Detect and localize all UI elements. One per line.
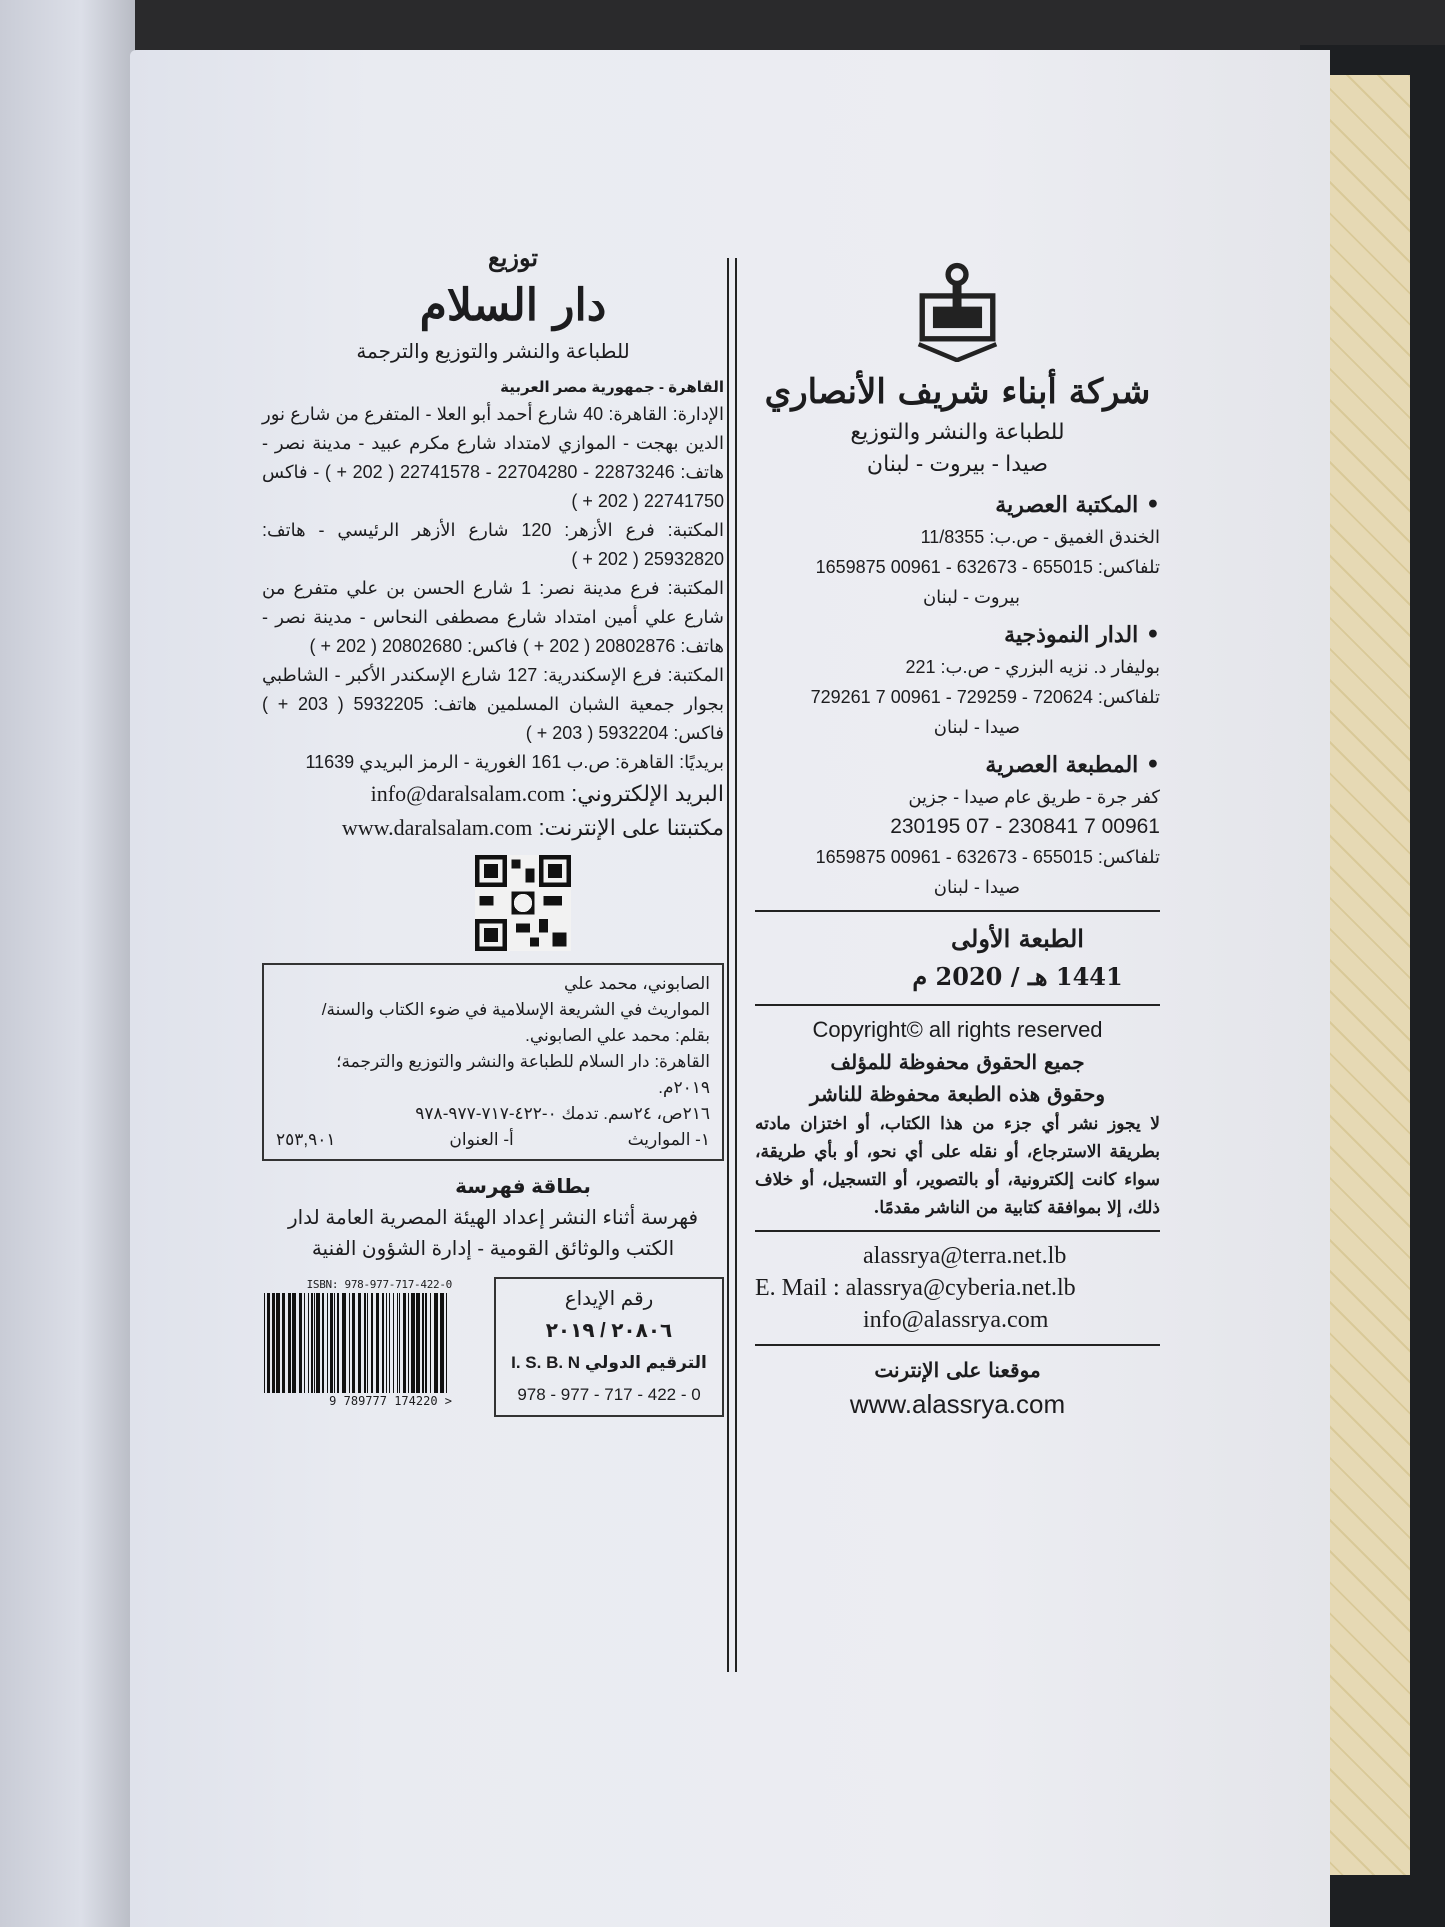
barcode-bar — [386, 1293, 387, 1393]
card-text: فهرسة أثناء النشر إعداد الهيئة المصرية العامة لدار الكتب والوثائق القومية - إدارة الشؤون الفنية — [287, 1207, 699, 1260]
barcode-bar — [389, 1293, 390, 1393]
rights-text: لا يجوز نشر أي جزء من هذا الكتاب، أو اختزان مادته بطريقة الاسترجاع، أو نقله على أي نحو، أو بأي طريقة، سواء كانت إلكترونية، أو بالتصوير، أو التسجيل، أو خلاف ذلك، إلا بموافقة كتابية من الناشر مقدمًا. — [755, 1114, 1160, 1218]
barcode-bar — [352, 1293, 355, 1393]
catalog-subject: ١- المواريث — [627, 1130, 710, 1149]
barcode-block — [262, 1277, 452, 1409]
barcode-bar — [403, 1293, 406, 1393]
address-alexandria-branch: المكتبة: فرع الإسكندرية: 127 شارع الإسكندر الأكبر - الشاطبي بجوار جمعية الشبان المسلمين هاتف: 5932205 ( 203 + ) فاكس: 5932204 ( 203 + ) — [262, 665, 724, 743]
web-label: مكتبتنا على الإنترنت: — [538, 815, 724, 840]
barcode-bar — [272, 1293, 275, 1393]
website-link[interactable]: www.alassrya.com — [849, 1389, 1066, 1419]
barcode-bar — [367, 1293, 368, 1393]
barcode-bar — [276, 1293, 280, 1393]
deposit-title: رقم الإيداع — [564, 1288, 654, 1310]
branch-asriya-press — [755, 748, 1160, 902]
publisher-subtitle: للطباعة والنشر والتوزيع — [850, 419, 1065, 444]
barcode-bar — [440, 1293, 444, 1393]
barcode-bar — [349, 1293, 350, 1393]
barcode-icon — [262, 1293, 452, 1393]
country-line: القاهرة - جمهورية مصر العربية — [500, 379, 724, 396]
barcode-bar — [322, 1293, 324, 1393]
barcode-bar — [311, 1293, 313, 1393]
barcode-bar — [416, 1293, 420, 1393]
divider — [755, 1004, 1160, 1006]
distribution-label: توزيع — [487, 243, 539, 272]
email-label: E. Mail : — [755, 1275, 840, 1301]
email-label: البريد الإلكتروني: — [571, 781, 724, 806]
branch-asriya-library — [755, 488, 1160, 612]
isbn-title: الترقيم الدولي I. S. B. N — [511, 1353, 707, 1372]
catalog-line: القاهرة: دار السلام للطباعة والنشر والتوزيع والترجمة؛ — [336, 1052, 710, 1071]
divider — [755, 910, 1160, 912]
website-link[interactable]: www.daralsalam.com — [341, 815, 533, 840]
branch-line: صيدا - لبنان — [933, 717, 1020, 737]
branch-line: 00961 7 230841 - 07 230195 — [890, 815, 1160, 838]
branch-line: تلفاكس: 655015 - 632673 - 00961 1659875 — [815, 847, 1160, 867]
barcode-bar — [434, 1293, 438, 1393]
address-azhar-branch: المكتبة: فرع الأزهر: 120 شارع الأزهر الرئيسي - هاتف: 25932820 ( 202 + ) — [262, 520, 724, 569]
isbn-number: 978 - 977 - 717 - 422 - 0 — [517, 1385, 701, 1404]
email-link[interactable]: alassrya@terra.net.lb — [863, 1243, 1067, 1269]
publisher-column — [755, 262, 1160, 1422]
barcode-bar — [337, 1293, 339, 1393]
barcode-bar — [288, 1293, 291, 1393]
edition-date: 1441 هـ / 2020 م — [912, 962, 1123, 991]
catalog-title: أ- العنوان — [449, 1130, 514, 1149]
catalog-line: ٢٠١٩م. — [658, 1078, 710, 1097]
barcode-bar — [393, 1293, 394, 1393]
barcode-bar — [342, 1293, 346, 1393]
barcode-bar — [430, 1293, 431, 1393]
left-page-edge — [0, 0, 135, 1927]
email-link[interactable]: info@alassrya.com — [863, 1307, 1049, 1333]
deposit-box — [494, 1277, 724, 1417]
barcode-bar — [446, 1293, 447, 1393]
branch-line: تلفاكس: 720624 - 729259 - 00961 7 729261 — [810, 687, 1160, 707]
barcode-bar — [314, 1293, 315, 1393]
branch-line: تلفاكس: 655015 - 632673 - 00961 1659875 — [815, 557, 1160, 577]
rights-publisher: وحقوق هذه الطبعة محفوظة للناشر — [809, 1082, 1106, 1106]
barcode-bar — [304, 1293, 305, 1393]
barcode-bar — [267, 1293, 270, 1393]
branch-name: • المكتبة العصرية — [995, 492, 1160, 518]
dar-alsalam-brand: دار السلام — [419, 280, 607, 331]
catalog-line: بقلم: محمد علي الصابوني. — [525, 1026, 710, 1045]
endpaper-pattern — [1325, 75, 1410, 1875]
barcode-bar — [327, 1293, 328, 1393]
catalog-classification: ٢٥٣,٩٠١ — [276, 1130, 336, 1149]
dar-alsalam-subtitle: للطباعة والنشر والتوزيع والترجمة — [356, 341, 630, 363]
barcode-bar — [308, 1293, 309, 1393]
divider — [755, 1230, 1160, 1232]
barcode-bar — [399, 1293, 400, 1393]
catalog-line: ٢١٦ص، ٢٤سم. تدمك ٠-٤٢٢-٧١٧-٩٧٧-٩٧٨ — [415, 1104, 710, 1123]
branch-namouthajiya — [755, 618, 1160, 742]
barcode-bar — [371, 1293, 373, 1393]
barcode-bar — [382, 1293, 384, 1393]
barcode-number: 9 789777 174220 > — [329, 1394, 452, 1408]
barcode-bar — [292, 1293, 296, 1393]
catalog-record-box — [262, 963, 724, 1161]
website-label: موقعنا على الإنترنت — [874, 1358, 1041, 1382]
deposit-number: ٢٠٨٠٦ / ٢٠١٩ — [545, 1320, 673, 1342]
email-block — [755, 1240, 1160, 1336]
rights-author: جميع الحقوق محفوظة للمؤلف — [830, 1050, 1085, 1074]
barcode-bar — [364, 1293, 366, 1393]
barcode-bar — [299, 1293, 302, 1393]
column-divider — [727, 258, 737, 1672]
barcode-bar — [411, 1293, 415, 1393]
branch-name: • المطبعة العصرية — [985, 752, 1160, 778]
postal-address: بريديًا: القاهرة: ص.ب 161 الغورية - الرمز البريدي 11639 — [305, 752, 724, 772]
barcode-bar — [425, 1293, 427, 1393]
barcode-bar — [330, 1293, 333, 1393]
divider — [755, 1344, 1160, 1346]
barcode-bar — [316, 1293, 320, 1393]
isbn-row — [262, 1277, 724, 1417]
barcode-bar — [397, 1293, 398, 1393]
distributor-column — [262, 240, 724, 1417]
branch-line: الخندق الغميق - ص.ب: 11/8355 — [920, 527, 1160, 547]
catalog-line: الصابوني، محمد علي — [564, 974, 710, 993]
barcode-bar — [358, 1293, 361, 1393]
barcode-bar — [264, 1293, 265, 1393]
barcode-bar — [422, 1293, 424, 1393]
email-link[interactable]: alassrya@cyberia.net.lb — [845, 1275, 1076, 1301]
address-nasr-branch: المكتبة: فرع مدينة نصر: 1 شارع الحسن بن علي متفرع من شارع علي أمين امتداد شارع مصطفى النحاس - مدينة نصر - هاتف: 20802876 ( 202 + ) فاكس: 20802680 ( 202 + ) — [262, 578, 724, 656]
branch-name: • الدار النموذجية — [1004, 622, 1160, 648]
publisher-name: شركة أبناء شريف الأنصاري — [764, 372, 1151, 412]
barcode-bar — [334, 1293, 335, 1393]
qr-code-icon — [475, 855, 571, 951]
branch-line: صيدا - لبنان — [933, 877, 1020, 897]
edition: الطبعة الأولى — [951, 924, 1084, 953]
catalog-line: المواريث في الشريعة الإسلامية في ضوء الكتاب والسنة/ — [321, 1000, 710, 1019]
email-link[interactable]: info@daralsalam.com — [370, 781, 565, 806]
barcode-isbn-label: ISBN: 978-977-717-422-0 — [306, 1278, 452, 1291]
barcode-bar — [282, 1293, 285, 1393]
barcode-bar — [408, 1293, 409, 1393]
card-title: بطاقة فهرسة — [455, 1176, 591, 1198]
address-administration: الإدارة: القاهرة: 40 شارع أحمد أبو العلا - المتفرع من شارع نور الدين بهجت - الموازي لامتداد شارع مكرم عبيد - مدينة نصر - هاتف: 22873246 - 22704280 - 22741578 ( 202 + ) - فاكس 22741750 ( 202 + ) — [262, 404, 725, 511]
barcode-bar — [376, 1293, 379, 1393]
copyright-notice: Copyright© all rights reserved — [812, 1017, 1103, 1042]
branch-line: بوليفار د. نزيه البزري - ص.ب: 221 — [905, 657, 1160, 677]
branch-line: كفر جرة - طريق عام صيدا - جزين — [908, 787, 1160, 807]
address-block — [262, 400, 724, 777]
publisher-cities: صيدا - بيروت - لبنان — [866, 451, 1049, 476]
publisher-logo-icon — [910, 262, 1005, 362]
branch-line: بيروت - لبنان — [922, 587, 1020, 607]
